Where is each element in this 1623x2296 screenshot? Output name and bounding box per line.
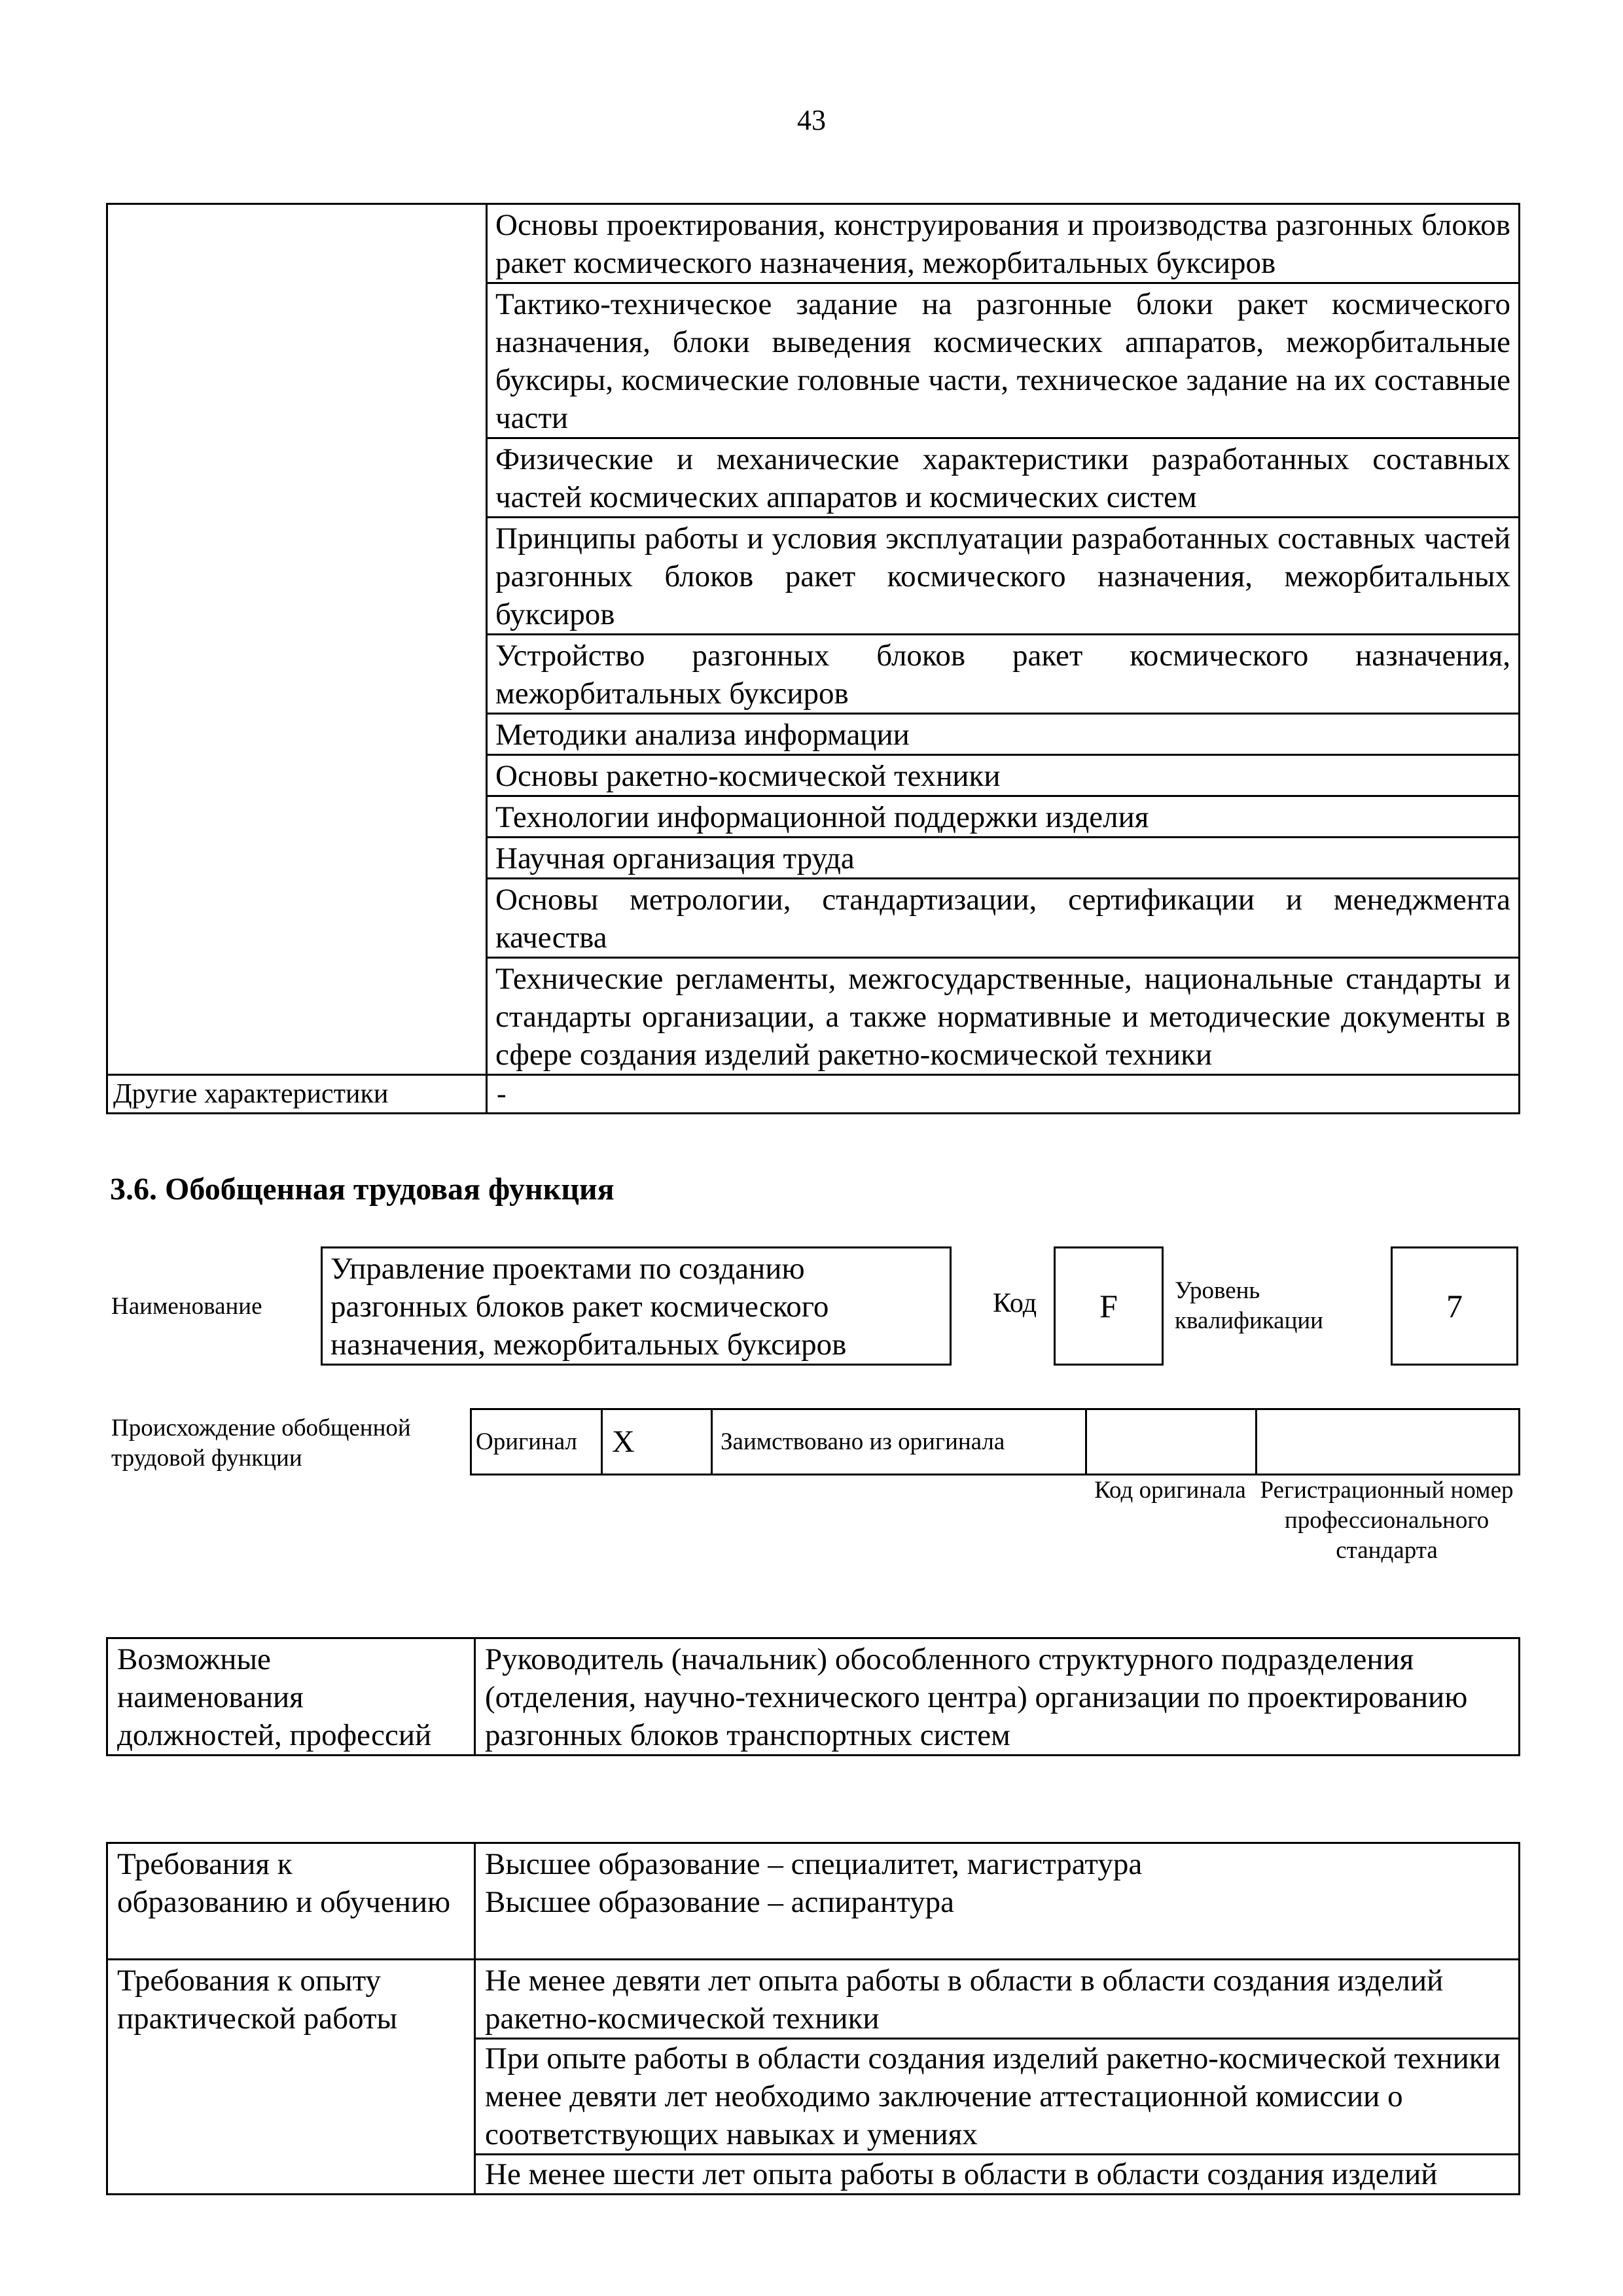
experience-label: Требования к опыту практической работы bbox=[107, 1960, 475, 2195]
knowledge-item: Устройство разгонных блоков ракет космического назначения, межорбитальных буксиров bbox=[487, 635, 1520, 714]
positions-value: Руководитель (начальник) обособленного структурного подразделения (отделения, научно-технического центра) организации по проектированию разгонных блоков транспортных систем bbox=[475, 1638, 1520, 1756]
page-number: 43 bbox=[797, 104, 826, 136]
experience-line: Не менее девяти лет опыта работы в области в области создания изделий ракетно-космической техники bbox=[476, 1962, 1518, 2040]
knowledge-table bbox=[106, 203, 1520, 1114]
education-line: Высшее образование – аспирантура bbox=[485, 1885, 954, 1919]
education-value bbox=[475, 1843, 1520, 1960]
origin-code-cell bbox=[1086, 1409, 1257, 1475]
registration-number-caption: Регистрационный номер профессионального стандарта bbox=[1260, 1477, 1514, 1564]
knowledge-item: Принципы работы и условия эксплуатации разработанных составных частей разгонных блоков ракет космического назначения, межорбитальных буксиров bbox=[487, 518, 1520, 635]
origin-borrowed-label: Заимствовано из оригинала bbox=[712, 1409, 1086, 1475]
knowledge-item: Технологии информационной поддержки изделия bbox=[487, 796, 1520, 838]
knowledge-item: Методики анализа информации bbox=[487, 714, 1520, 755]
knowledge-label-cell bbox=[107, 204, 487, 1075]
knowledge-item: Физические и механические характеристики разработанных составных частей космических аппаратов и космических систем bbox=[487, 438, 1520, 518]
qualification-level-label: Уровень квалификации bbox=[1175, 1277, 1323, 1334]
knowledge-item: Основы ракетно-космической техники bbox=[487, 755, 1520, 796]
knowledge-item: Технические регламенты, межгосударственные, национальные стандарты и стандарты организации, а также нормативные и методические документы в сфере создания изделий ракетно-космической техники bbox=[487, 958, 1520, 1075]
section-heading: 3.6. Обобщенная трудовая функция bbox=[110, 1172, 615, 1207]
origin-table bbox=[470, 1408, 1520, 1475]
other-characteristics-value: - bbox=[487, 1075, 1520, 1114]
education-line: Высшее образование – специалитет, магистратура bbox=[485, 1847, 1143, 1881]
education-label: Требования к образованию и обучению bbox=[107, 1843, 475, 1960]
knowledge-item: Основы проектирования, конструирования и производства разгонных блоков ракет космического назначения, межорбитальных буксиров bbox=[487, 204, 1520, 283]
positions-table bbox=[106, 1637, 1520, 1756]
experience-line: При опыте работы в области создания изделий ракетно-космической техники менее девяти лет необходимо заключение аттестационной комиссии о соответствующих навыках и умениях bbox=[476, 2040, 1518, 2155]
origin-mark: X bbox=[602, 1409, 712, 1475]
code-original-caption: Код оригинала bbox=[1094, 1477, 1246, 1504]
origin-reg-number-cell bbox=[1257, 1409, 1520, 1475]
code-value: F bbox=[1054, 1246, 1164, 1366]
knowledge-item: Основы метрологии, стандартизации, сертификации и менеджмента качества bbox=[487, 879, 1520, 958]
origin-label: Происхождение обобщенной трудовой функции bbox=[111, 1415, 411, 1472]
name-label: Наименование bbox=[111, 1293, 262, 1320]
requirements-table bbox=[106, 1842, 1520, 2195]
experience-line: Не менее шести лет опыта работы в области в области создания изделий bbox=[485, 2157, 1438, 2191]
positions-label: Возможные наименования должностей, профессий bbox=[107, 1638, 475, 1756]
knowledge-item: Тактико-техническое задание на разгонные блоки ракет космического назначения, блоки выведения космических аппаратов, межорбитальные буксиры, космические головные части, техническое задание на их составные части bbox=[487, 283, 1520, 438]
knowledge-item: Научная организация труда bbox=[487, 838, 1520, 879]
experience-value bbox=[475, 1960, 1520, 2195]
name-value: Управление проектами по созданию разгонных блоков ракет космического назначения, межорбитальных буксиров bbox=[321, 1246, 952, 1366]
origin-original-label: Оригинал bbox=[471, 1409, 602, 1475]
qualification-level-value: 7 bbox=[1391, 1246, 1518, 1366]
code-label: Код bbox=[993, 1288, 1037, 1318]
other-characteristics-label: Другие характеристики bbox=[107, 1075, 487, 1114]
